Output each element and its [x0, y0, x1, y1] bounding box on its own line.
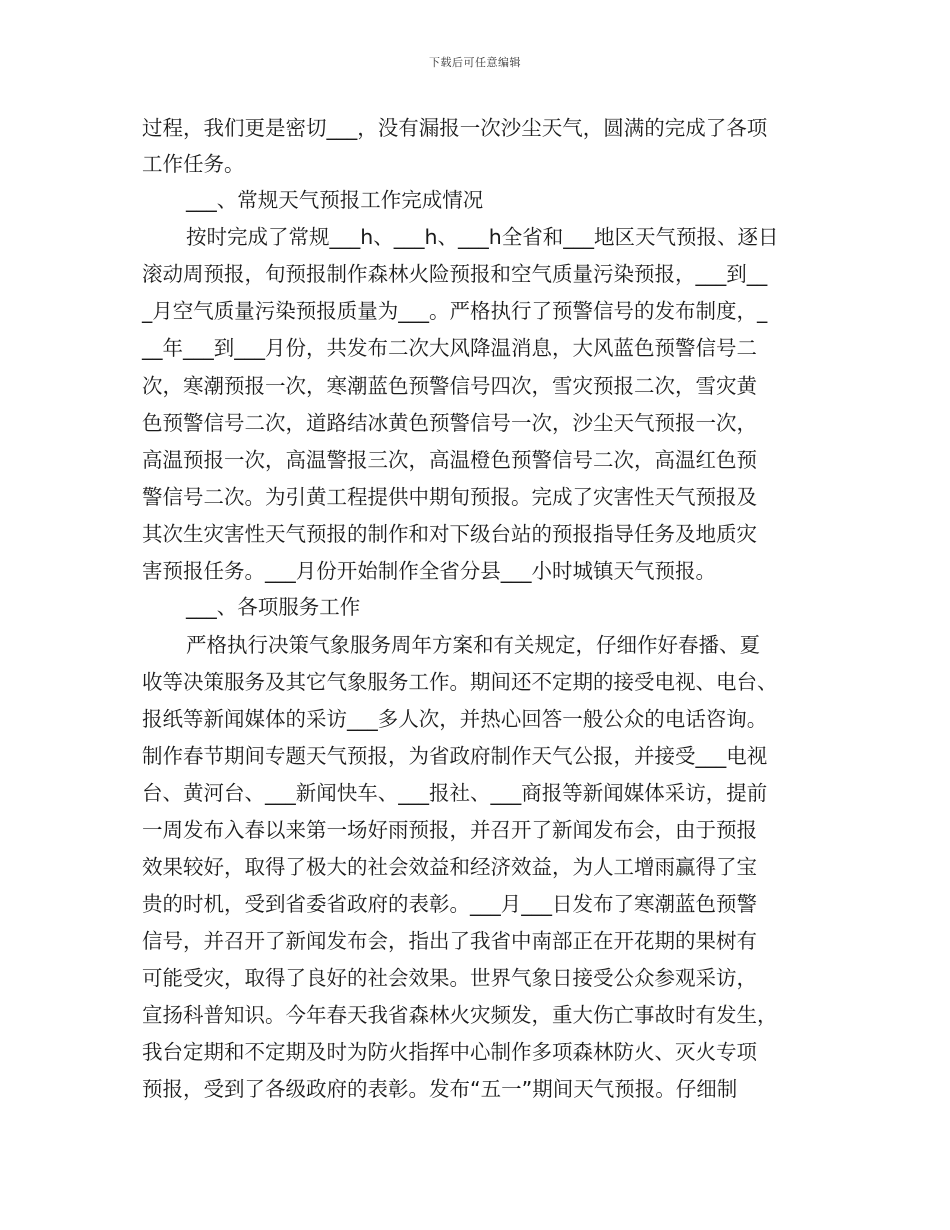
text-line: 滚动周预报，旬预报制作森林火险预报和空气质量污染预报，___到__: [142, 262, 768, 286]
text-line: 制作春节期间专题天气预报，为省政府制作天气公报，并接受___电视: [142, 744, 768, 768]
text-line: 信号，并召开了新闻发布会，指出了我省中南部正在开花期的果树有: [142, 929, 757, 953]
text-line: 报纸等新闻媒体的采访___多人次，并热心回答一般公众的电话咨询。: [142, 707, 768, 731]
text-line: 效果较好，取得了极大的社会效益和经济效益，为人工增雨赢得了宝: [142, 855, 757, 879]
text-line: 可能受灾，取得了良好的社会效果。世界气象日接受公众参观采访，: [142, 966, 757, 990]
text-line: 害预报任务。___月份开始制作全省分县___小时城镇天气预报。: [142, 559, 716, 583]
text-line: 台、黄河台、___新闻快车、___报社、___商报等新闻媒体采访，提前: [142, 781, 768, 805]
text-line: 警信号二次。为引黄工程提供中期旬预报。完成了灾害性天气预报及: [142, 485, 757, 509]
text-line: 过程，我们更是密切___，没有漏报一次沙尘天气，圆满的完成了各项: [142, 116, 768, 140]
text-line: 一周发布入春以来第一场好雨预报，并召开了新闻发布会，由于预报: [142, 818, 757, 842]
text-line: 预报，受到了各级政府的表彰。发布“五一”期间天气预报。仔细制: [142, 1077, 738, 1101]
section-heading: ___、各项服务工作: [186, 595, 361, 619]
text-line: 其次生灾害性天气预报的制作和对下级台站的预报指导任务及地质灾: [142, 522, 757, 546]
text-line: _月空气质量污染预报质量为___。严格执行了预警信号的发布制度，_: [142, 299, 768, 323]
text-line: __年___到___月份，共发布二次大风降温消息，大风蓝色预警信号二: [142, 336, 757, 360]
text-line: 色预警信号二次，道路结冰黄色预警信号一次，沙尘天气预报一次，: [142, 411, 757, 435]
text-line: 我台定期和不定期及时为防火指挥中心制作多项森林防火、灭火专项: [142, 1040, 757, 1064]
text-line: 高温预报一次，高温警报三次，高温橙色预警信号二次，高温红色预: [142, 448, 757, 472]
text-line: 收等决策服务及其它气象服务工作。期间还不定期的接受电视、电台、: [142, 670, 778, 694]
text-line: 次，寒潮预报一次，寒潮蓝色预警信号四次，雪灾预报二次，雪灾黄: [142, 374, 757, 398]
text-line: 工作任务。: [142, 152, 245, 176]
text-line: 严格执行决策气象服务周年方案和有关规定，仔细作好春播、夏: [186, 633, 760, 657]
section-heading: ___、常规天气预报工作完成情况: [186, 188, 484, 212]
text-line: 按时完成了常规___h、___h、___h全省和___地区天气预报、逐日: [186, 225, 779, 249]
text-line: 贵的时机，受到省委省政府的表彰。___月___日发布了寒潮蓝色预警: [142, 892, 757, 916]
header-note: 下载后可任意编辑: [429, 56, 521, 69]
text-line: 宣扬科普知识。今年春天我省森林火灾频发，重大伤亡事故时有发生，: [142, 1003, 778, 1027]
